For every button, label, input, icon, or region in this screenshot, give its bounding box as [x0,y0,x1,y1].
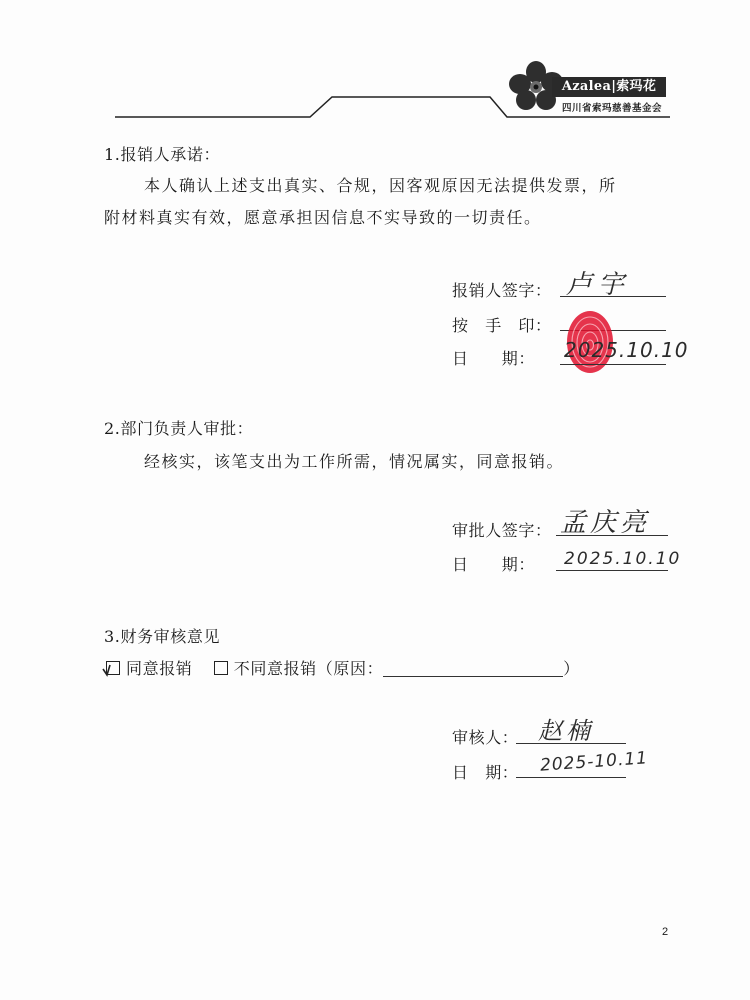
section1-title: 1.报销人承诺： [104,145,221,164]
approver-date-value: 2025.10.10 [564,549,682,569]
claimant-sign-label: 报销人签字： [452,281,552,300]
foundation-logo [508,60,668,112]
reviewer-label: 审核人： [452,728,519,747]
agree-label: 同意报销 [126,659,193,678]
claimant-signature: 卢宇 [566,270,631,300]
logo-english: Azalea [561,79,612,94]
reviewer-signature: 赵楠 [538,717,594,745]
section1-para-line2: 附材料真实有效，愿意承担因信息不实导致的一切责任。 [104,208,542,227]
disagree-label: 不同意报销 [233,659,317,678]
section2-para: 经核实，该笔支出为工作所需，情况属实，同意报销。 [144,452,565,471]
agree-checkbox[interactable] [106,661,120,675]
approver-signature: 孟庆亮 [560,508,651,538]
logo-chinese: 索玛花 [616,79,657,94]
claimant-date-line [560,364,666,365]
section1-para-line1: 本人确认上述支出真实、合规，因客观原因无法提供发票，所 [144,176,617,195]
reviewer-date-label: 日 期： [452,763,519,782]
finance-options-row [106,656,580,679]
approver-date-label: 日 期： [452,555,536,574]
reason-open: （原因： [316,659,384,678]
claimant-date-label: 日 期： [452,349,536,368]
claimant-date-value: 2025.10.10 [564,338,689,362]
disagree-checkbox[interactable] [214,661,228,675]
approver-date-line [556,570,668,571]
checkmark-icon [102,659,118,677]
fingerprint-label: 按 手 印： [452,316,552,335]
reason-input[interactable] [383,660,563,677]
reviewer-date-value: 2025-10.11 [539,748,649,776]
section3-title: 3.财务审核意见 [104,627,221,646]
reason-close: ） [563,659,580,678]
reviewer-date-line [516,777,626,778]
logo-title-bar: Azalea|索玛花 [552,77,666,97]
approver-sign-label: 审批人签字： [452,521,552,540]
organization-name: 四川省索玛慈善基金会 [561,103,662,114]
section2-title: 2.部门负责人审批： [104,419,254,438]
page-number: 2 [662,926,669,938]
